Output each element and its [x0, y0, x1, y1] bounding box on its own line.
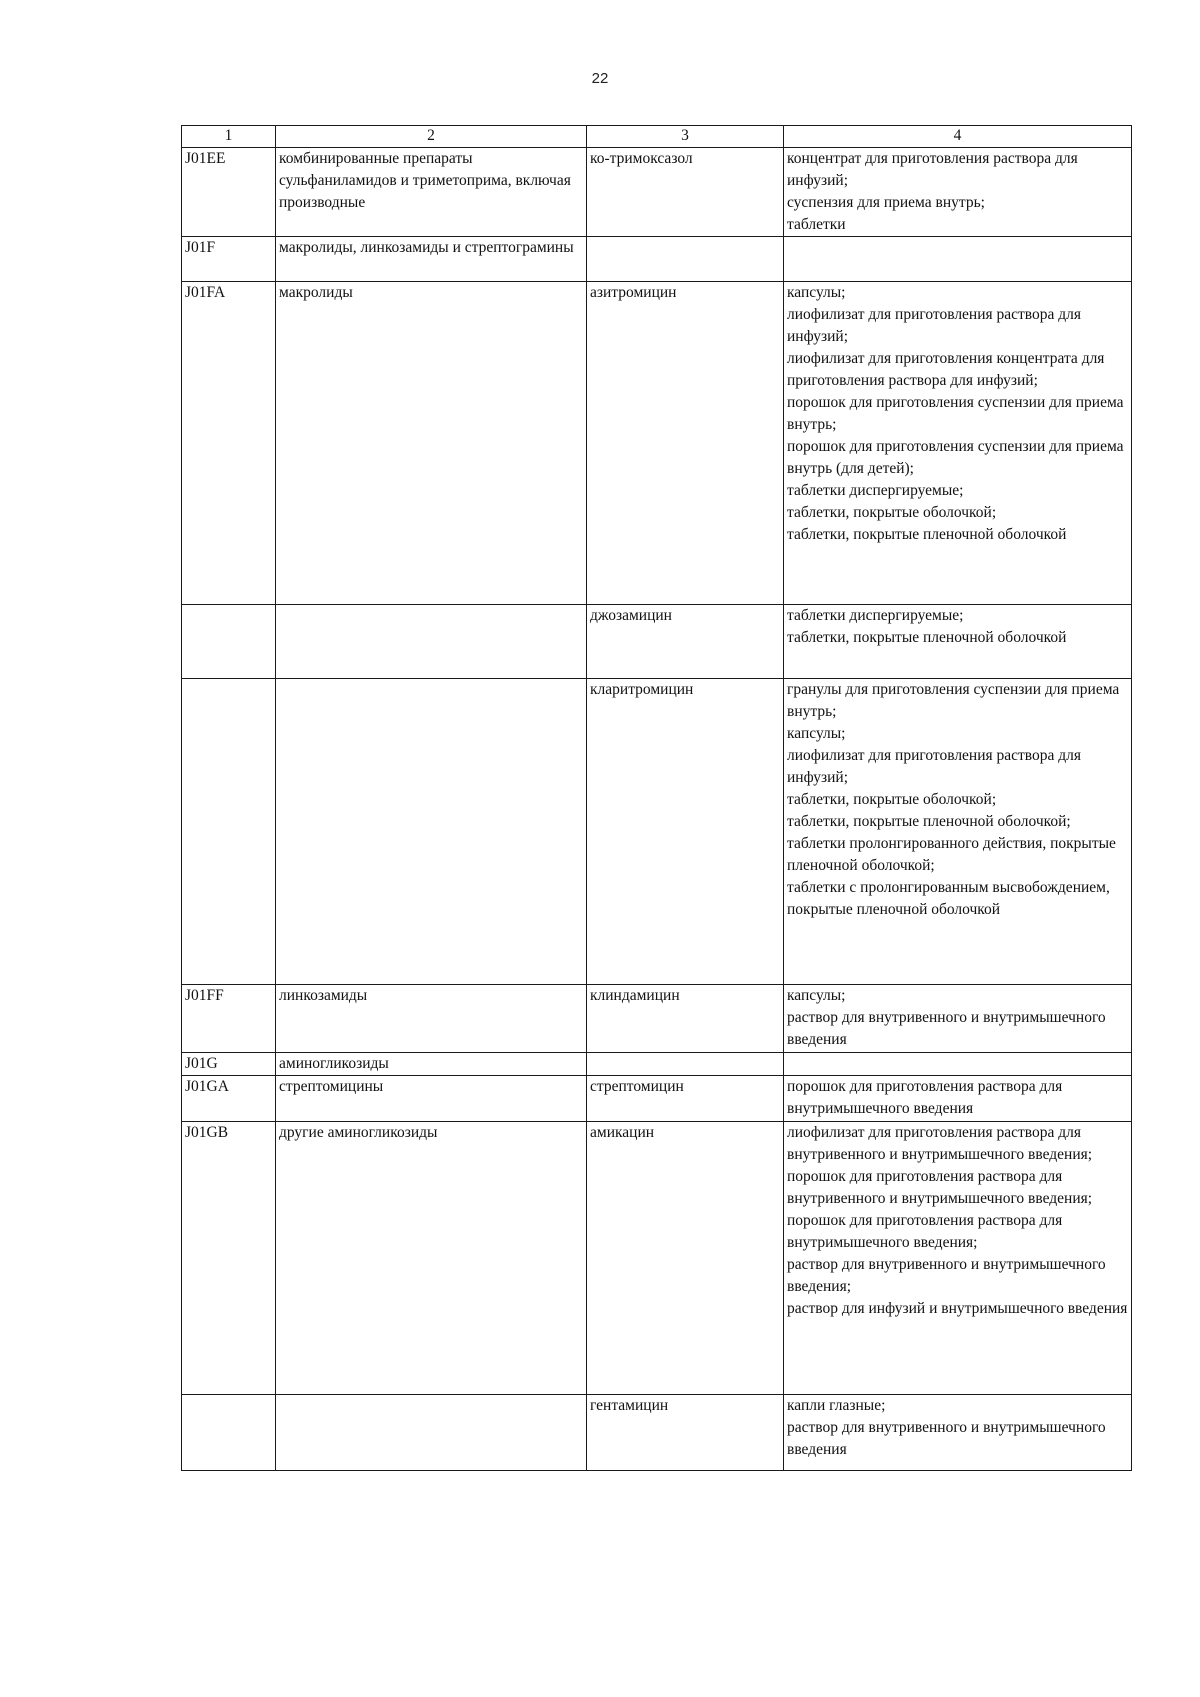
forms-cell: [784, 237, 1132, 282]
drug-cell: [587, 237, 784, 282]
dosage-form: порошок для приготовления раствора для внутривенного и внутримышечного введения;: [787, 1168, 1093, 1207]
forms-cell: [784, 282, 1132, 605]
drug-cell: клиндамицин: [587, 985, 784, 1053]
drug-table: [181, 125, 1132, 1471]
dosage-form: таблетки, покрытые пленочной оболочкой;: [787, 813, 1071, 830]
table-row: [182, 605, 1132, 679]
atc-code-cell: J01GA: [182, 1076, 276, 1122]
dosage-form: лиофилизат для приготовления раствора для инфузий;: [787, 747, 1082, 786]
dosage-form: капсулы;: [787, 284, 846, 301]
forms-cell: [784, 1053, 1132, 1076]
drug-cell: гентамицин: [587, 1395, 784, 1471]
forms-cell: [784, 1122, 1132, 1395]
dosage-form: порошок для приготовления суспензии для приема внутрь (для детей);: [787, 438, 1124, 477]
table-row: [182, 1122, 1132, 1395]
atc-code-cell: J01EE: [182, 148, 276, 237]
table-row: [182, 1053, 1132, 1076]
group-cell: линкозамиды: [276, 985, 587, 1053]
dosage-form: таблетки, покрытые пленочной оболочкой: [787, 526, 1067, 543]
column-header-1: 1: [182, 126, 276, 148]
group-cell: макролиды: [276, 282, 587, 605]
dosage-form: концентрат для приготовления раствора для инфузий;: [787, 150, 1078, 189]
dosage-form: гранулы для приготовления суспензии для приема внутрь;: [787, 681, 1120, 720]
column-header-3: 3: [587, 126, 784, 148]
dosage-form: порошок для приготовления раствора для внутримышечного введения;: [787, 1212, 1063, 1251]
table-row: [182, 1076, 1132, 1122]
dosage-form: таблетки с пролонгированным высвобождением, покрытые пленочной оболочкой: [787, 879, 1110, 918]
group-cell: [276, 1395, 587, 1471]
table-row: [182, 1395, 1132, 1471]
drug-cell: ко-тримоксазол: [587, 148, 784, 237]
forms-cell: [784, 1076, 1132, 1122]
group-cell: [276, 605, 587, 679]
atc-code-cell: [182, 605, 276, 679]
dosage-form: лиофилизат для приготовления раствора для внутривенного и внутримышечного введения;: [787, 1124, 1093, 1163]
group-cell: [276, 679, 587, 985]
dosage-form: капсулы;: [787, 725, 846, 742]
forms-cell: [784, 985, 1132, 1053]
column-header-4: 4: [784, 126, 1132, 148]
atc-code-cell: J01G: [182, 1053, 276, 1076]
table-row: [182, 237, 1132, 282]
forms-cell: [784, 605, 1132, 679]
forms-cell: [784, 679, 1132, 985]
group-cell: аминогликозиды: [276, 1053, 587, 1076]
drug-cell: джозамицин: [587, 605, 784, 679]
dosage-form: порошок для приготовления суспензии для приема внутрь;: [787, 394, 1124, 433]
dosage-form: порошок для приготовления раствора для внутримышечного введения: [787, 1078, 1063, 1117]
dosage-form: капсулы;: [787, 987, 846, 1004]
atc-code-cell: J01F: [182, 237, 276, 282]
group-cell: макролиды, линкозамиды и стрептограмины: [276, 237, 587, 282]
column-header-2: 2: [276, 126, 587, 148]
drug-cell: [587, 1053, 784, 1076]
dosage-form: суспензия для приема внутрь;: [787, 194, 985, 211]
group-cell: другие аминогликозиды: [276, 1122, 587, 1395]
dosage-form: раствор для инфузий и внутримышечного введения: [787, 1300, 1128, 1317]
dosage-form: таблетки: [787, 216, 846, 233]
drug-cell: стрептомицин: [587, 1076, 784, 1122]
dosage-form: таблетки, покрытые пленочной оболочкой: [787, 629, 1067, 646]
table-row: [182, 148, 1132, 237]
atc-code-cell: J01GB: [182, 1122, 276, 1395]
page-number: 22: [591, 70, 609, 87]
table-row: [182, 679, 1132, 985]
dosage-form: раствор для внутривенного и внутримышечного введения;: [787, 1256, 1106, 1295]
dosage-form: таблетки, покрытые оболочкой;: [787, 504, 997, 521]
atc-code-cell: [182, 679, 276, 985]
table-row: [182, 282, 1132, 605]
drug-cell: амикацин: [587, 1122, 784, 1395]
dosage-form: таблетки пролонгированного действия, покрытые пленочной оболочкой;: [787, 835, 1116, 874]
table-header-row: [182, 126, 1132, 148]
dosage-form: таблетки, покрытые оболочкой;: [787, 791, 997, 808]
dosage-form: лиофилизат для приготовления концентрата для приготовления раствора для инфузий;: [787, 350, 1105, 389]
dosage-form: капли глазные;: [787, 1397, 886, 1414]
forms-cell: [784, 1395, 1132, 1471]
forms-cell: [784, 148, 1132, 237]
table-row: [182, 985, 1132, 1053]
dosage-form: лиофилизат для приготовления раствора для инфузий;: [787, 306, 1082, 345]
dosage-form: таблетки диспергируемые;: [787, 482, 964, 499]
atc-code-cell: [182, 1395, 276, 1471]
dosage-form: раствор для внутривенного и внутримышечного введения: [787, 1009, 1106, 1048]
drug-cell: кларитромицин: [587, 679, 784, 985]
dosage-form: раствор для внутривенного и внутримышечного введения: [787, 1419, 1106, 1458]
drug-cell: азитромицин: [587, 282, 784, 605]
group-cell: комбинированные препараты сульфаниламидов и триметоприма, включая производные: [276, 148, 587, 237]
atc-code-cell: J01FF: [182, 985, 276, 1053]
dosage-form: таблетки диспергируемые;: [787, 607, 964, 624]
atc-code-cell: J01FA: [182, 282, 276, 605]
group-cell: стрептомицины: [276, 1076, 587, 1122]
